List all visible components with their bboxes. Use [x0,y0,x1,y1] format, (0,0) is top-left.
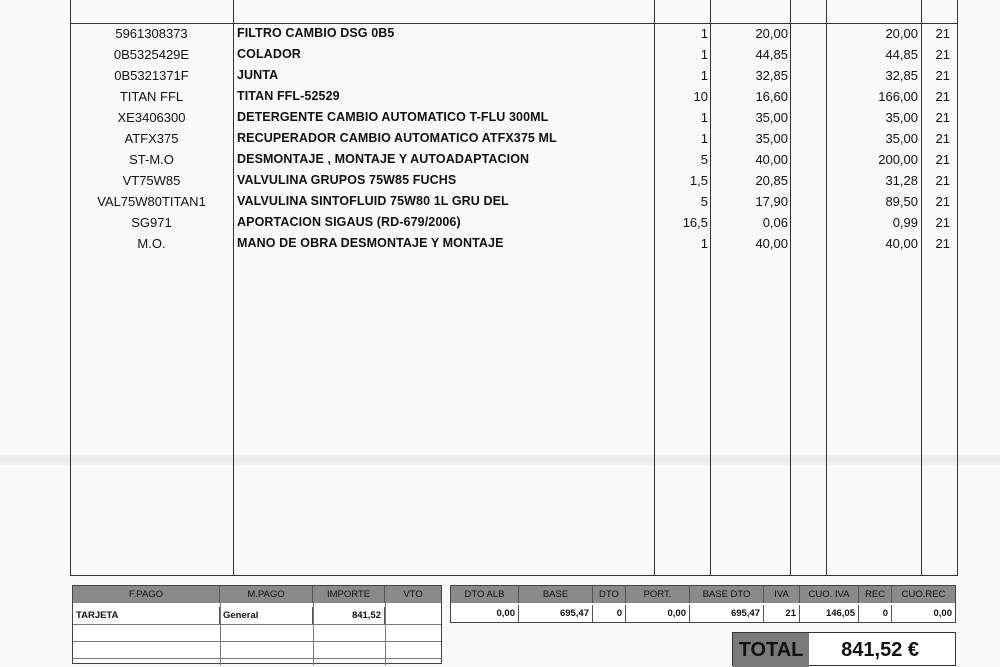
item-description: MANO DE OBRA DESMONTAJE Y MONTAJE [237,236,504,250]
item-description: FILTRO CAMBIO DSG 0B5 [237,26,395,40]
item-code: VT75W85 [122,173,181,188]
item-quantity: 5 [700,194,708,209]
payment-col-divider [220,603,221,665]
item-price: 17,90 [755,194,788,209]
item-total: 44,85 [885,47,918,62]
total-box [732,632,956,666]
item-total: 0,99 [892,215,918,230]
item-price: 40,00 [755,236,788,251]
payment-fpago-value: TARJETA [73,607,220,624]
tax-header-base: BASE [519,586,593,603]
payment-header-mpago: M.PAGO [220,586,313,603]
item-iva: 21 [935,152,950,167]
item-code: 5961308373 [115,26,188,41]
payment-mpago-value: General [220,607,313,624]
tax-header-iva: IVA [764,586,800,603]
item-total: 32,85 [885,68,918,83]
item-quantity: 5 [700,152,708,167]
item-price: 44,85 [755,47,788,62]
item-price: 0,06 [762,215,788,230]
payment-table [72,585,442,664]
item-quantity: 1,5 [689,173,708,188]
payment-header-vto: VTO [385,586,441,603]
item-quantity: 10 [693,89,708,104]
table-row [70,107,958,128]
tax-cuo-rec-value: 0,00 [933,608,952,619]
tax-base-value: 695,47 [519,605,593,622]
payment-vto-value [385,607,441,624]
item-price: 35,00 [755,131,788,146]
payment-importe-value: 841,52 [313,607,385,624]
item-description: COLADOR [237,47,301,61]
item-code: VAL75W80TITAN1 [97,194,206,209]
item-iva: 21 [935,68,950,83]
item-iva: 21 [935,173,950,188]
table-row [70,44,958,65]
tax-header-dto-alb: DTO ALB [451,586,519,603]
item-iva: 21 [935,89,950,104]
table-row [70,191,958,212]
item-description: DETERGENTE CAMBIO AUTOMATICO T-FLU 300ML [237,110,549,124]
tax-header-dto: DTO [593,586,626,603]
item-price: 16,60 [755,89,788,104]
item-code: TITAN FFL [119,89,184,104]
total-label: TOTAL [733,633,809,667]
item-code: ST-M.O [129,152,174,167]
item-total: 89,50 [885,194,918,209]
item-total: 166,00 [878,89,918,104]
item-total: 35,00 [885,131,918,146]
item-code: XE3406300 [117,110,186,125]
payment-col-divider [385,603,386,665]
item-code: ATFX375 [124,131,179,146]
item-quantity: 16,5 [682,215,708,230]
item-quantity: 1 [700,68,708,83]
tax-header-rec: REC [859,586,892,603]
item-total: 31,28 [885,173,918,188]
table-row [70,86,958,107]
item-price: 40,00 [755,152,788,167]
payment-col-divider [313,603,314,665]
item-quantity: 1 [700,47,708,62]
table-row [70,23,958,44]
tax-header-cuo-rec: CUO.REC [892,586,955,603]
item-quantity: 1 [700,131,708,146]
item-description: VALVULINA SINTOFLUID 75W80 1L GRU DEL [237,194,509,208]
table-row [70,149,958,170]
item-total: 40,00 [885,236,918,251]
tax-cuo-iva-value: 146,05 [800,605,859,622]
item-code: 0B5321371F [114,68,189,83]
tax-header-cuo-iva: CUO. IVA [800,586,859,603]
item-iva: 21 [935,194,950,209]
item-total: 200,00 [878,152,918,167]
tax-summary-table [450,585,956,623]
item-quantity: 1 [700,236,708,251]
item-description: APORTACION SIGAUS (RD-679/2006) [237,215,461,229]
item-iva: 21 [935,47,950,62]
item-description: JUNTA [237,68,279,82]
item-code: M.O. [137,236,166,251]
table-row [70,170,958,191]
item-quantity: 1 [700,110,708,125]
item-description: VALVULINA GRUPOS 75W85 FUCHS [237,173,457,187]
item-quantity: 1 [700,26,708,41]
item-iva: 21 [935,110,950,125]
item-code: 0B5325429E [113,47,190,62]
item-iva: 21 [935,236,950,251]
item-iva: 21 [935,26,950,41]
tax-rec-value: 0 [859,605,892,622]
item-description: DESMONTAJE , MONTAJE Y AUTOADAPTACION [237,152,530,166]
tax-dto-alb-value: 0,00 [451,605,519,622]
tax-header-base-dto: BASE DTO [690,586,764,603]
total-value: 841,52 € [841,639,919,661]
table-row [70,65,958,86]
tax-iva-value: 21 [764,605,800,622]
item-total: 35,00 [885,110,918,125]
item-price: 20,85 [755,173,788,188]
item-total: 20,00 [885,26,918,41]
tax-port-value: 0,00 [626,605,690,622]
item-description: RECUPERADOR CAMBIO AUTOMATICO ATFX375 ML [237,131,557,145]
item-iva: 21 [935,131,950,146]
item-iva: 21 [935,215,950,230]
item-price: 20,00 [755,26,788,41]
payment-header-importe: IMPORTE [313,586,385,603]
item-price: 35,00 [755,110,788,125]
payment-header-fpago: F.PAGO [73,586,220,603]
table-row [70,233,958,254]
item-code: SG971 [131,215,172,230]
tax-dto-value: 0 [593,605,626,622]
table-row [70,128,958,149]
table-row [70,212,958,233]
item-price: 32,85 [755,68,788,83]
tax-base-dto-value: 695,47 [690,605,764,622]
tax-header-port: PORT. [626,586,690,603]
item-description: TITAN FFL-52529 [237,89,340,103]
